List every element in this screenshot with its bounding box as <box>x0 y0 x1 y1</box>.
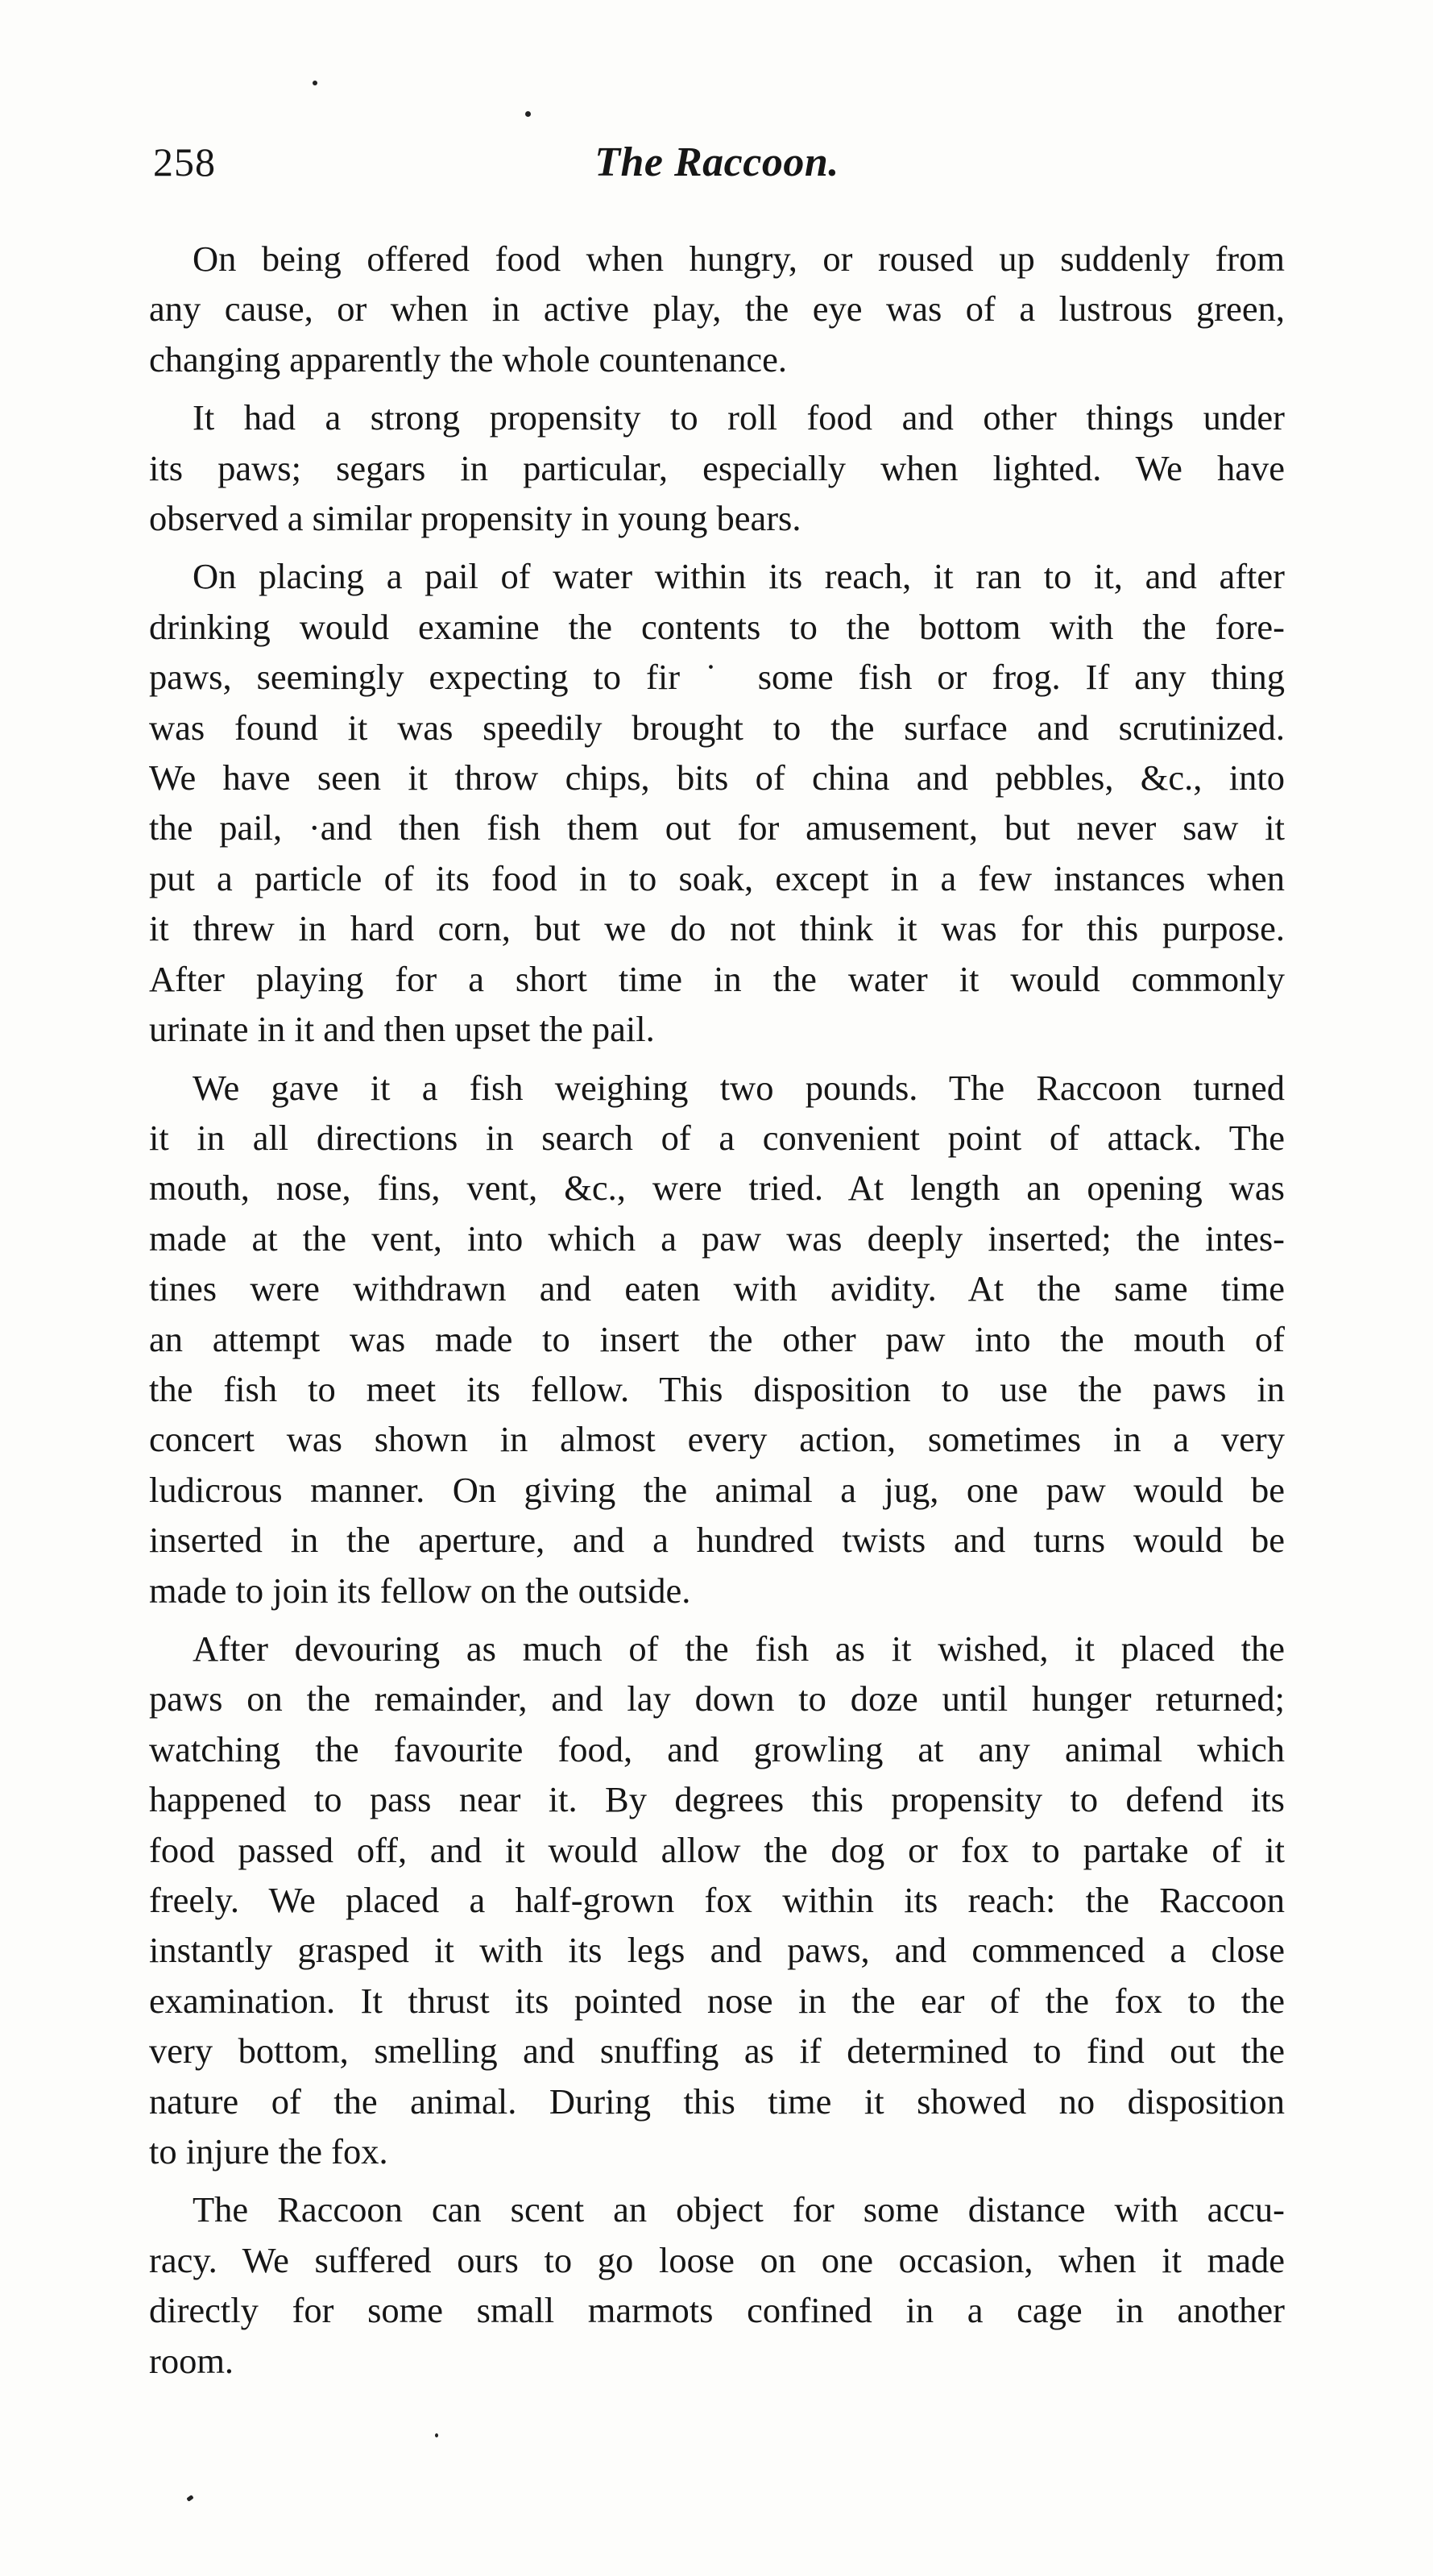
text-line: paws on the remainder, and lay down to doze until hunger returned; <box>149 1678 1285 1719</box>
text-line: the fish to meet its fellow. This disposition to use the paws in <box>149 1368 1285 1409</box>
text-line: room. <box>149 2340 234 2381</box>
paragraph-gap <box>149 1055 1285 1063</box>
text-line: We have seen it throw chips, bits of china and pebbles, &c., into <box>149 757 1285 799</box>
text-line: paws, seemingly expecting to fir ˙ some fish or frog. If any thing <box>149 657 1285 698</box>
text-line: directly for some small marmots confined in a cage in another <box>149 2290 1285 2331</box>
body-text <box>149 234 1285 2386</box>
text-line: freely. We placed a half-grown fox within its reach: the Raccoon <box>149 1880 1285 1920</box>
text-line: observed a similar propensity in young bears. <box>149 498 801 539</box>
text-line: watching the favourite food, and growling at any animal which <box>149 1728 1285 1769</box>
text-line: The Raccoon can scent an object for some distance with accu- <box>193 2189 1285 2230</box>
paragraph-gap <box>149 1616 1285 1624</box>
text-line: After playing for a short time in the water it would commonly <box>149 958 1285 999</box>
paragraph-pail-of-water <box>149 551 1285 1054</box>
text-line: it threw in hard corn, but we do not think it was for this purpose. <box>149 908 1285 949</box>
text-line: mouth, nose, fins, vent, &c., were tried. At length an opening was <box>149 1168 1285 1209</box>
text-line: put a particle of its food in to soak, except in a few instances when <box>149 857 1285 898</box>
text-line: tines were withdrawn and eaten with avidity. At the same time <box>149 1268 1285 1309</box>
ink-speck <box>435 2433 438 2437</box>
text-line: We gave it a fish weighing two pounds. The Raccoon turned <box>193 1067 1285 1108</box>
text-line: very bottom, smelling and snuffing as if determined to find out the <box>149 2031 1285 2072</box>
paragraph-eye-colour <box>149 234 1285 384</box>
text-line: concert was shown in almost every action, sometimes in a very <box>149 1419 1285 1460</box>
text-line: examination. It thrust its pointed nose in the ear of the fox to the <box>149 1980 1285 2021</box>
text-line: changing apparently the whole countenance. <box>149 338 788 380</box>
paragraph-gap <box>149 2176 1285 2184</box>
text-line: food passed off, and it would allow the dog or fox to partake of it <box>149 1829 1285 1870</box>
ink-speck <box>525 111 531 117</box>
paragraph-gap <box>149 384 1285 392</box>
text-line: it in all directions in search of a convenient point of attack. The <box>149 1117 1285 1158</box>
paragraph-fish <box>149 1063 1285 1616</box>
paragraph-rolling-food <box>149 392 1285 543</box>
text-line: drinking would examine the contents to the bottom with the fore- <box>149 606 1285 647</box>
ink-speck <box>313 81 317 85</box>
text-line: nature of the animal. During this time it showed no disposition <box>149 2080 1285 2122</box>
text-line: After devouring as much of the fish as it wished, it placed the <box>193 1628 1285 1669</box>
text-line: On being offered food when hungry, or roused up suddenly from <box>193 239 1285 279</box>
paragraph-gap <box>149 543 1285 551</box>
ink-speck <box>186 2495 193 2502</box>
paragraph-scent <box>149 2184 1285 2386</box>
text-line: its paws; segars in particular, especially when lighted. We have <box>149 447 1285 488</box>
text-line: to injure the fox. <box>149 2131 388 2172</box>
text-line: It had a strong propensity to roll food and other things under <box>193 397 1285 438</box>
text-line: racy. We suffered ours to go loose on one occasion, when it made <box>149 2239 1285 2280</box>
paragraph-fox <box>149 1624 1285 2176</box>
text-line: instantly grasped it with its legs and paws, and commenced a close <box>149 1930 1285 1971</box>
text-line: the pail, ·and then fish them out for amusement, but never saw it <box>149 807 1285 848</box>
text-line: inserted in the aperture, and a hundred twists and turns would be <box>149 1520 1285 1561</box>
text-line: an attempt was made to insert the other paw into the mouth of <box>149 1318 1285 1359</box>
text-line: On placing a pail of water within its reach, it ran to it, and after <box>193 556 1285 597</box>
text-line: made at the vent, into which a paw was deeply inserted; the intes- <box>149 1217 1285 1259</box>
text-line: happened to pass near it. By degrees this propensity to defend its <box>149 1779 1285 1820</box>
page-header <box>153 139 1281 203</box>
text-line: ludicrous manner. On giving the animal a jug, one paw would be <box>149 1469 1285 1510</box>
text-line: made to join its fellow on the outside. <box>149 1570 691 1611</box>
running-title: The Raccoon. <box>594 139 839 185</box>
text-line: any cause, or when in active play, the eye was of a lustrous green, <box>149 288 1285 330</box>
page-number: 258 <box>153 139 216 185</box>
text-line: urinate in it and then upset the pail. <box>149 1009 655 1050</box>
text-line: was found it was speedily brought to the surface and scrutinized. <box>149 707 1285 748</box>
